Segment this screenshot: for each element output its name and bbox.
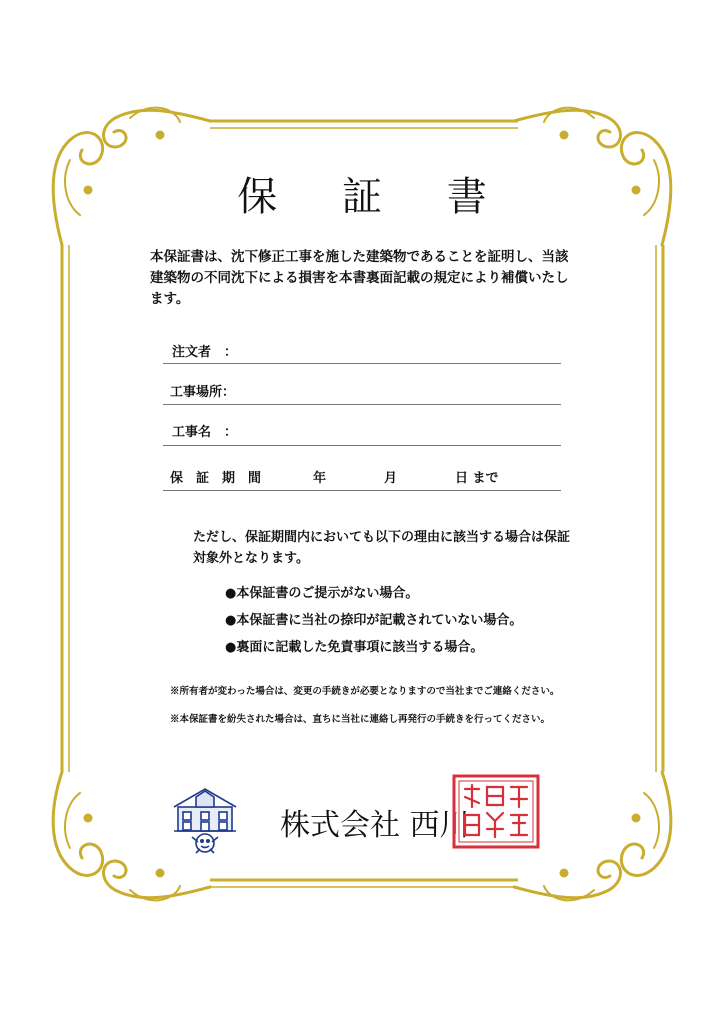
period-line: [163, 490, 561, 491]
orderer-label: 注文者 ：: [172, 345, 238, 360]
site-line: [163, 404, 561, 405]
company-logo-house-icon: [170, 785, 240, 857]
period-year: 年: [313, 471, 327, 486]
exclusion-bullet: ●本保証書のご提示がない場合。: [225, 586, 419, 601]
site-label: 工事場所：: [170, 385, 236, 400]
orderer-line: [163, 363, 561, 364]
certificate-title: 保 証 書: [237, 174, 513, 220]
exclusion-bullet: ●本保証書に当社の捺印が記載されていない場合。: [225, 613, 523, 628]
period-month: 月: [384, 471, 398, 486]
exclusion-bullet: ●裏面に記載した免責事項に該当する場合。: [225, 640, 484, 655]
exclusion-note: ただし、保証期間内においても以下の理由に該当する場合は保証対象外となります。: [193, 530, 571, 566]
company-name: 株式会社 西川: [280, 808, 470, 843]
ownership-change-note: ※所有者が変わった場合は、変更の手続きが必要となりますので当社までご連絡ください。: [170, 686, 560, 697]
lost-certificate-note: ※本保証書を紛失された場合は、直ちに当社に連絡し再発行の手続きを行ってください。: [170, 714, 551, 725]
company-seal-stamp: [451, 773, 541, 850]
period-day-until: 日 まで: [455, 471, 499, 486]
certificate-intro: 本保証書は、沈下修正工事を施した建築物であることを証明し、当該建築物の不同沈下による損害を本書裏面記載の規定により補償いたします。: [150, 249, 569, 307]
project-name-line: [163, 445, 561, 446]
period-label: 保 証 期 間: [170, 471, 262, 486]
project-name-label: 工事名 ：: [172, 425, 238, 440]
